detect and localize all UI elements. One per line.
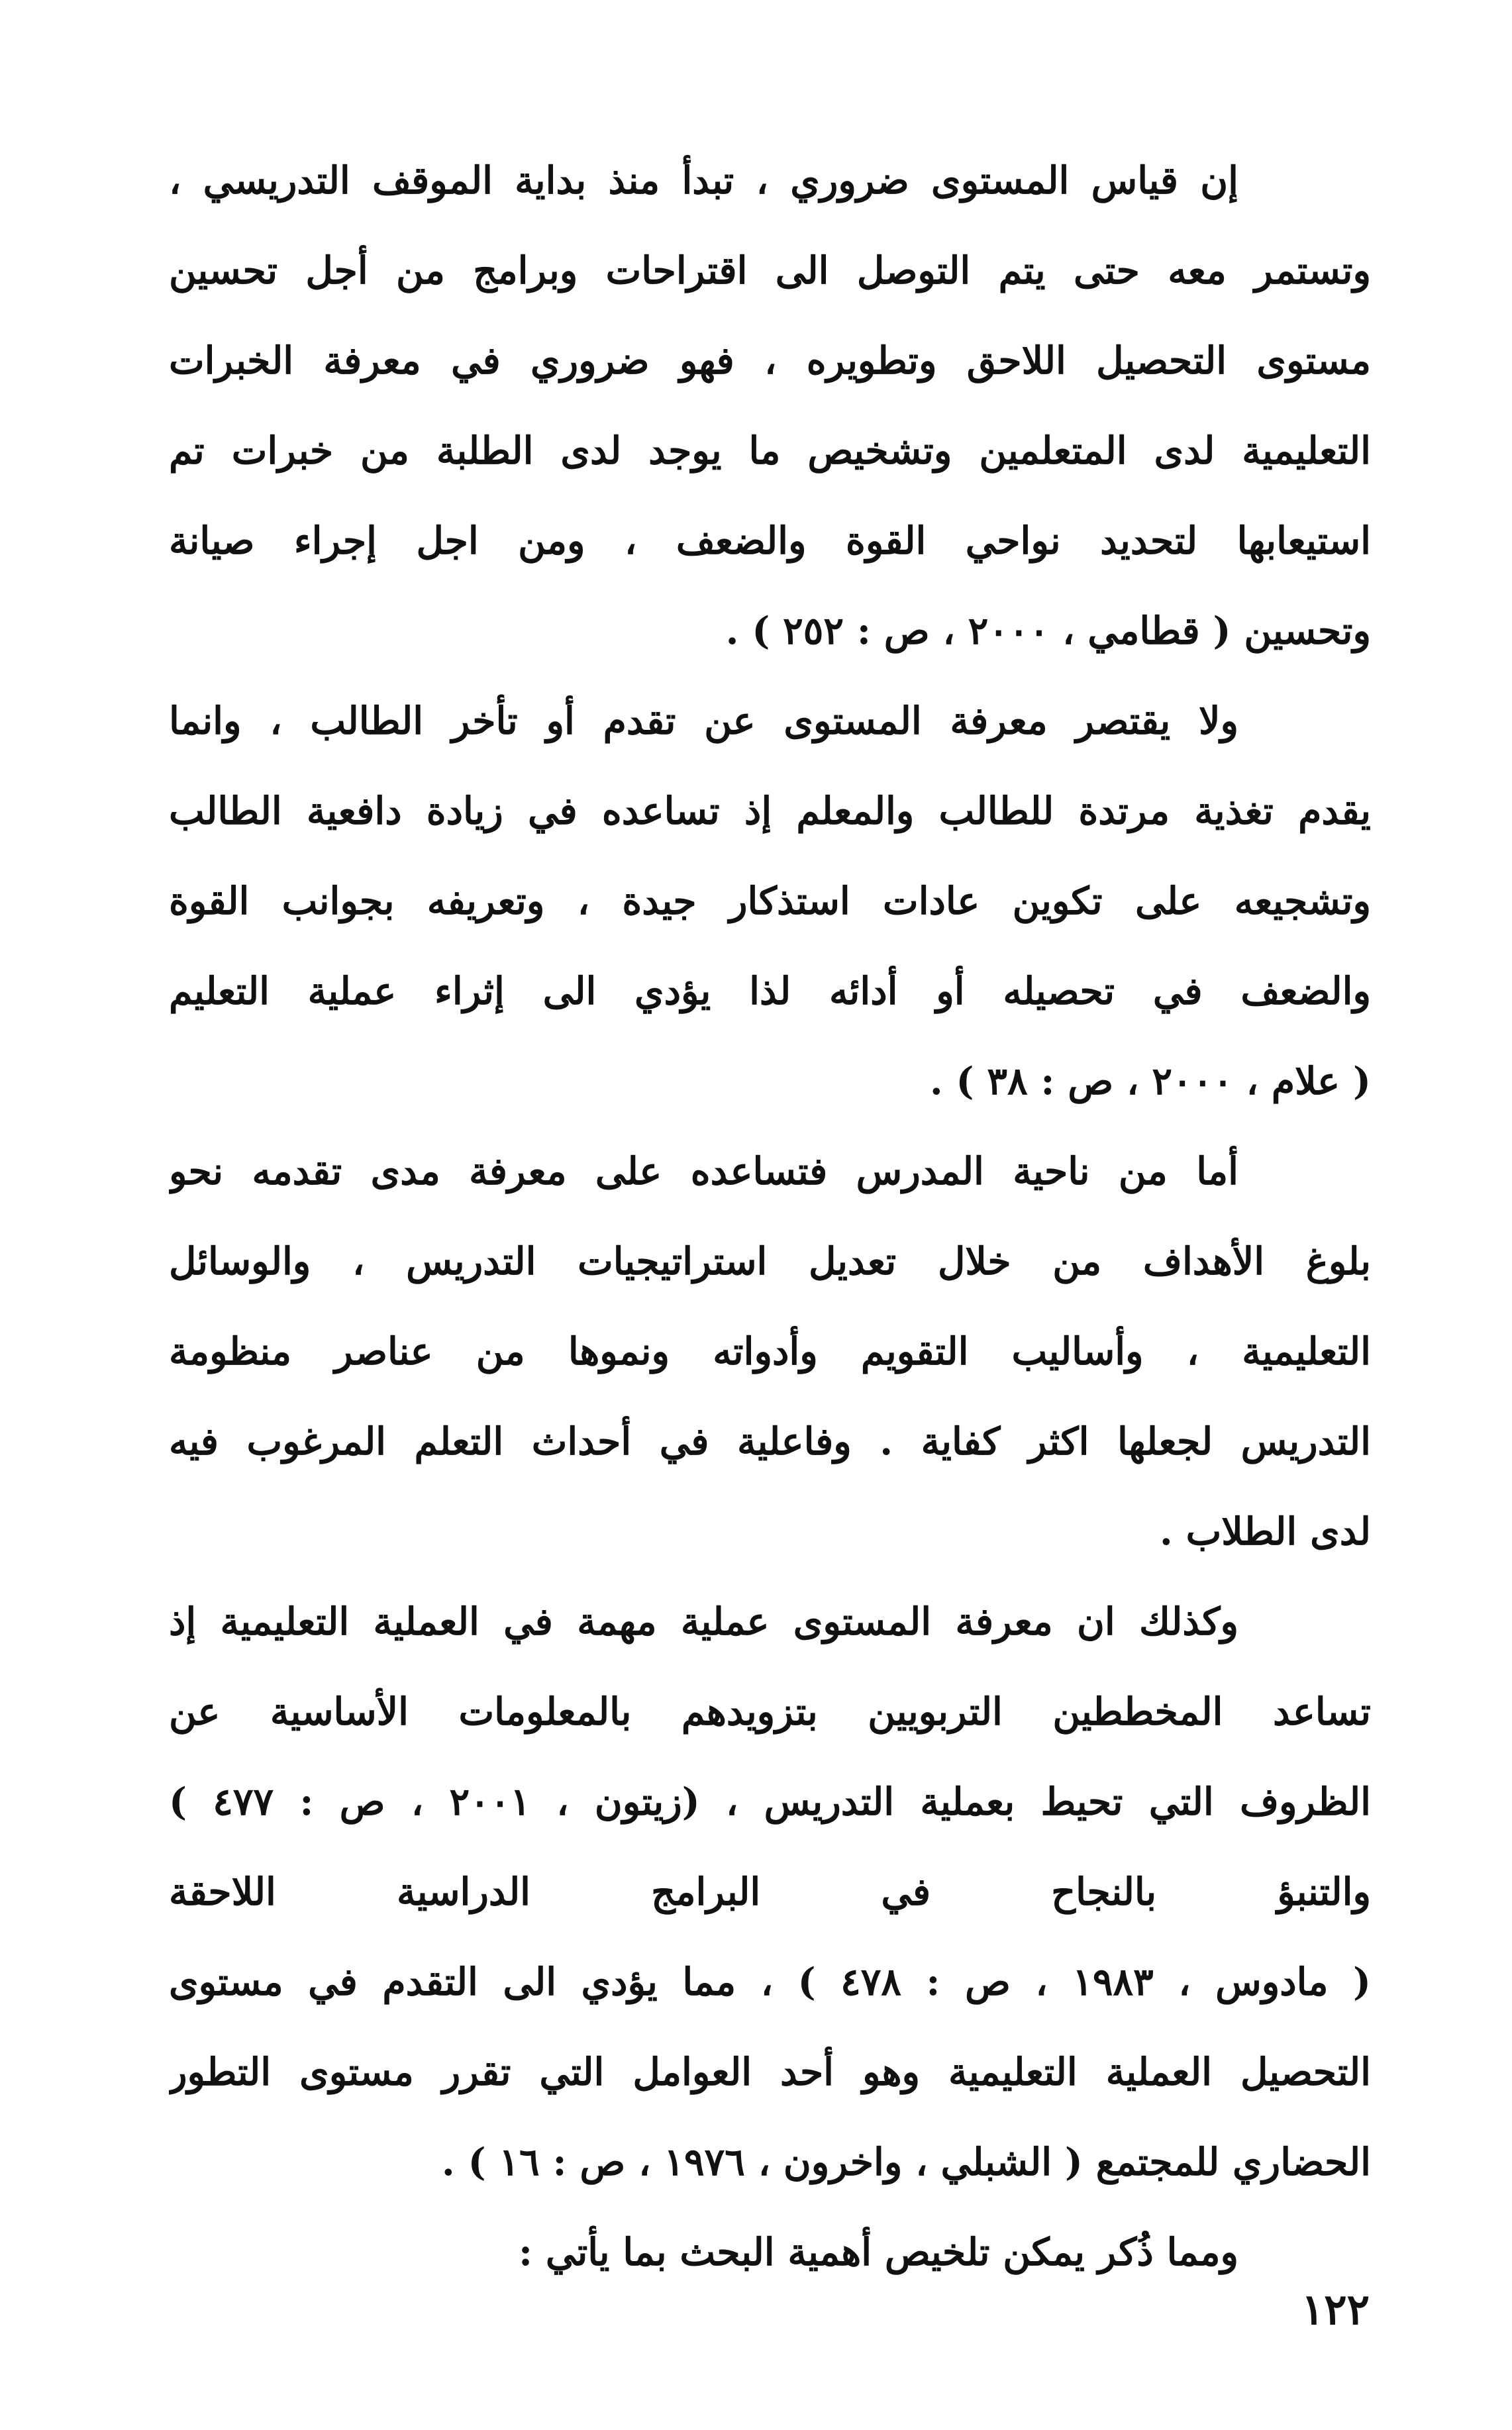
text-line: أما من ناحية المدرس فتساعده على معرفة مدى تقدمه نحو (169, 1149, 1238, 1193)
body-text (169, 136, 1371, 2298)
text-line: وتشجيعه على تكوين عادات استذكار جيدة ، وتعريفه بجوانب القوة (169, 879, 1371, 923)
text-line: التحصيل العملية التعليمية وهو أحد العوامل التي تقرر مستوى التطور (169, 2050, 1371, 2094)
text-line: ( مادوس ، ١٩٨٣ ، ص : ٤٧٨ ) ، مما يؤدي الى التقدم في مستوى (169, 1960, 1371, 2004)
text-line: التعليمية لدى المتعلمين وتشخيص ما يوجد لدى الطلبة من خبرات تم (169, 429, 1371, 473)
text-line: استيعابها لتحديد نواحي القوة والضعف ، ومن اجل إجراء صيانة (169, 519, 1371, 563)
text-line: وتحسين ( قطامي ، ٢٠٠٠ ، ص : ٢٥٢ ) . (725, 609, 1371, 653)
text-line: يقدم تغذية مرتدة للطالب والمعلم إذ تساعده في زيادة دافعية الطالب (169, 789, 1371, 833)
text-line: وتستمر معه حتى يتم التوصل الى اقتراحات وبرامج من أجل تحسين (169, 248, 1371, 293)
text-line: إن قياس المستوى ضروري ، تبدأ منذ بداية الموقف التدريسي ، (169, 158, 1238, 203)
text-line: التعليمية ، وأساليب التقويم وأدواته ونموها من عناصر منظومة (169, 1329, 1371, 1374)
text-line: وكذلك ان معرفة المستوى عملية مهمة في العملية التعليمية إذ (169, 1599, 1238, 1644)
text-line: ولا يقتصر معرفة المستوى عن تقدم أو تأخر الطالب ، وانما (169, 699, 1238, 743)
text-line: التدريس لجعلها اكثر كفاية . وفاعلية في أحداث التعلم المرغوب فيه (169, 1419, 1371, 1464)
text-line: الحضاري للمجتمع ( الشبلي ، واخرون ، ١٩٧٦ ، ص : ١٦ ) . (441, 2140, 1371, 2184)
text-line: ( علام ، ٢٠٠٠ ، ص : ٣٨ ) . (929, 1059, 1371, 1103)
text-line: تساعد المخططين التربويين بتزويدهم بالمعلومات الأساسية عن (169, 1690, 1371, 1734)
text-line: مستوى التحصيل اللاحق وتطويره ، فهو ضروري في معرفة الخبرات (169, 338, 1371, 383)
text-line: بلوغ الأهداف من خلال تعديل استراتيجيات التدريس ، والوسائل (169, 1239, 1371, 1284)
page-number: ١٢٢ (1301, 2285, 1370, 2335)
text-line: الظروف التي تحيط بعملية التدريس ، (زيتون ، ٢٠٠١ ، ص : ٤٧٧ ) (169, 1780, 1371, 1824)
text-line: والضعف في تحصيله أو أدائه لذا يؤدي الى إثراء عملية التعليم (169, 969, 1371, 1013)
text-line: لدى الطلاب . (1159, 1509, 1371, 1554)
text-line: ومما ذُكر يمكن تلخيص أهمية البحث بما يأتي : (519, 2230, 1238, 2274)
text-line: والتنبؤ بالنجاح في البرامج الدراسية اللاحقة (169, 1870, 1371, 1914)
